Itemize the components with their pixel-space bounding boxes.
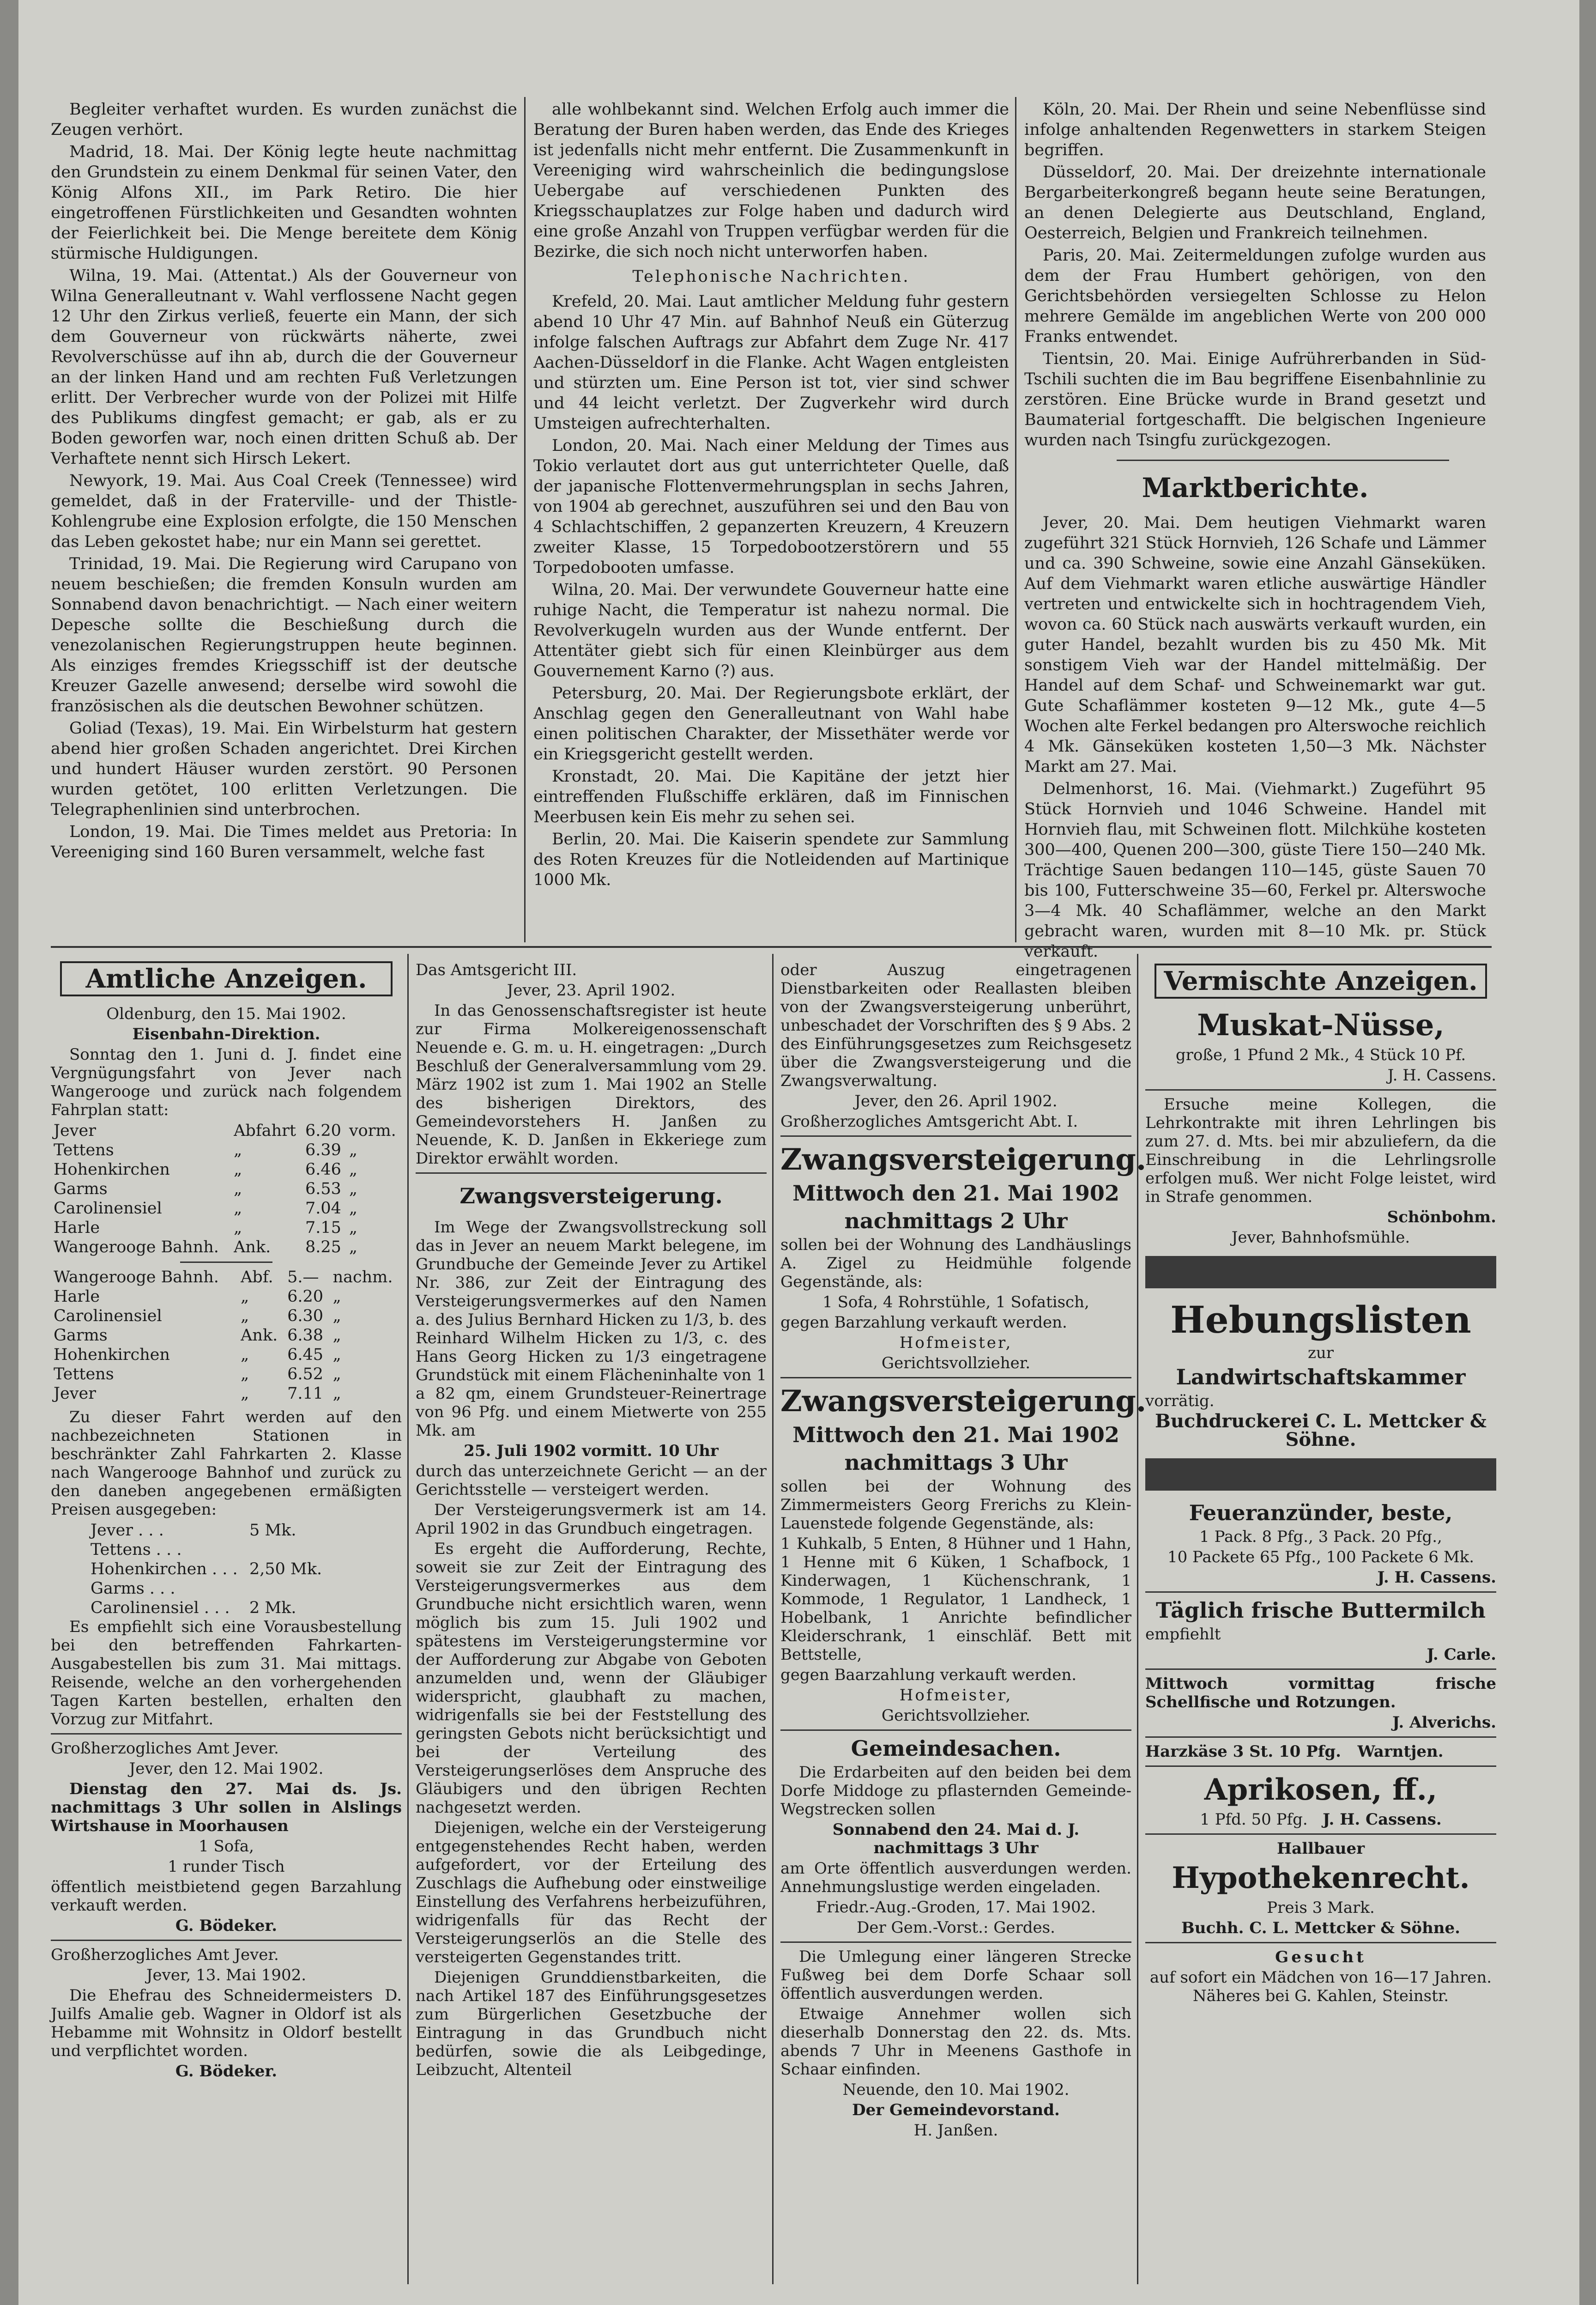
place-date: Oldenburg, den 15. Mai 1902. xyxy=(106,1005,346,1023)
notice2-date: Jever, den 12. Mai 1902. xyxy=(129,1759,324,1778)
wanted-ad-title: Gesucht xyxy=(1275,1948,1366,1966)
divider xyxy=(1145,1765,1496,1767)
fare-row xyxy=(88,1579,328,1598)
table-cell: 6.38 xyxy=(287,1326,324,1345)
table-cell: nachm. xyxy=(332,1268,393,1286)
court-label: Das Amtsgericht III. xyxy=(416,961,577,979)
fares-text: Zu dieser Fahrt werden auf den nachbezeichneten Stationen in beschränkter Zahl Fahrkarten 2. Klasse nach Wangerooge Bahnhof und zurück zu den daneben angegebenen ermäßigten Preisen ausgegeben: xyxy=(51,1408,402,1519)
section-divider xyxy=(51,946,1492,948)
mortgage-ad-firm: Buchh. C. L. Mettcker & Söhne. xyxy=(1181,1919,1460,1937)
news-paragraph: Begleiter verhaftet wurden. Es wurden zunächst die Zeugen verhört. xyxy=(51,100,517,139)
table-cell xyxy=(247,1540,328,1559)
auction1-items: 1 Sofa, 4 Rohrstühle, 1 Sofatisch, xyxy=(822,1293,1089,1311)
notice3-sign: G. Bödeker. xyxy=(175,2062,278,2081)
table-cell: Ank. xyxy=(234,1238,271,1256)
auction-text: Diejenigen, welche ein der Versteigerung entgegenstehendes Recht haben, werden aufgefordert, vor der Erteilung des Zuschlags die Aufhebung oder einstweilige Einstellung des Verfahrens herbeizuführen, widrigenfalls für das Recht der Versteigerungserlös an die Stelle des versteigerten Gegenstandes tritt. xyxy=(416,1819,767,1966)
table-cell: Harle xyxy=(54,1219,100,1237)
timetable-row xyxy=(51,1287,402,1306)
municipal-date: Friedr.-Aug.-Groden, 17. Mai 1902. xyxy=(816,1898,1096,1917)
auction1-when: Mittwoch den 21. Mai 1902 xyxy=(792,1181,1119,1206)
notice3-text: Die Ehefrau des Schneidermeisters D. Juilfs Amalie geb. Wagner in Oldorf ist als Hebamme mit Wohnsitz in Oldorf bestellt und verpflichtet worden. xyxy=(51,1986,402,2060)
market-heading: Marktberichte. xyxy=(1142,472,1369,503)
table-cell: „ xyxy=(241,1384,249,1403)
news-column-3 xyxy=(1024,99,1486,964)
table-cell: Wangerooge Bahnh. xyxy=(54,1238,219,1256)
table-cell: 7.15 xyxy=(305,1219,341,1237)
timetable-row xyxy=(51,1326,402,1345)
municipal-sign: Der Gem.-Vorst.: Gerdes. xyxy=(857,1918,1055,1937)
notice2-item: 1 Sofa, xyxy=(199,1837,254,1856)
auction2-sign: Hofmeister, xyxy=(899,1686,1013,1704)
timetable-row xyxy=(51,1140,402,1160)
auction1-role: Gerichtsvollzieher. xyxy=(881,1354,1031,1372)
booking-text: Es empfiehlt sich eine Vorausbestellung bei den betreffenden Fahrkarten-Ausgabestellen bis zum 31. Mai mittags. Reisende, welche an den vorhergehenden Tagen Karten bestellen, erhalten den Vorzug zur Mitfahrt. xyxy=(51,1618,402,1729)
auction2-role: Gerichtsvollzieher. xyxy=(881,1706,1031,1725)
table-cell: „ xyxy=(332,1326,341,1345)
auction2-text: sollen bei der Wohnung des Zimmermeisters Georg Frerichs zu Klein-Lauenstede folgende Gegenstände, als: xyxy=(780,1477,1131,1533)
fish-ad-sign: J. Alverichs. xyxy=(1392,1713,1496,1732)
news-paragraph: Delmenhorst, 16. Mai. (Viehmarkt.) Zugeführt 95 Stück Hornvieh und 1046 Schweine. Handel mit Hornvieh flau, mit Schweinen flott. Milchkühe kosteten 300—400, Quenen 200—300, güste Tiere 150—240 Mk. Trächtige Sauen bedangen 110—145, güste Sauen 70 bis 100, Futterschweine 35—60, Ferkel pr. Alterswoche 3—4 Mk. 40 Schaflämmer, welche an den Markt gebracht waren, wurden mit 8—10 Mk. pr. Stück verkauft. xyxy=(1024,780,1486,961)
buttermilk-ad-sign: J. Carle. xyxy=(1427,1645,1496,1664)
table-cell: „ xyxy=(234,1180,242,1198)
lists-ad-title: Hebungslisten xyxy=(1170,1298,1471,1341)
news-paragraph: alle wohlbekannt sind. Welchen Erfolg auch immer die Beratung der Buren haben werden, das Ende des Krieges ist jedenfalls nicht mehr entfernt. Die Zusammenkunft in Vereeniging wird wahrscheinlich die bedingungslose Uebergabe auf verschiedenen Punkten des Kriegsschauplatzes zur Folge haben und dadurch wird eine große Anzahl von Truppen verfügbar werden für die Bezirke, die sich noch nicht unterworfen haben. xyxy=(533,100,1009,261)
municipal-text: Die Umlegung einer längeren Strecke Fußweg bei dem Dorfe Schaar soll öffentlich ausverdungen werden. xyxy=(780,1947,1131,2003)
table-cell: 6.20 xyxy=(287,1287,324,1306)
ads-column-1 xyxy=(51,958,402,2082)
municipal-sign: Der Gemeindevorstand. xyxy=(852,2101,1060,2119)
table-cell: Hohenkirchen xyxy=(54,1160,170,1179)
timetable-row xyxy=(51,1384,402,1403)
fare-row xyxy=(88,1540,328,1559)
column-rule xyxy=(772,954,774,2284)
ads-column-2 xyxy=(416,961,767,2081)
divider xyxy=(1145,1942,1496,1943)
mortgage-ad-price: Preis 3 Mark. xyxy=(1267,1899,1375,1917)
news-paragraph: Trinidad, 19. Mai. Die Regierung wird Carupano von neuem beschießen; die fremden Konsuln wurden am Sonnabend davon benachrichtigt. — Nach einer weitern Depesche sollte die Beschießung durch die venezolanischen Regierungstruppen heute beginnen. Als einziges fremdes Kriegsschiff ist der deutsche Kreuzer Gazelle anwesend; derselbe wird sowohl die französischen als die deutschen Bewohner schützen. xyxy=(51,555,517,716)
table-cell: Jever xyxy=(54,1384,96,1403)
divider xyxy=(51,1940,402,1941)
excursion-intro: Sonntag den 1. Juni d. J. findet eine Vergnügungsfahrt von Jever nach Wangerooge und zurück nach folgendem Fahrplan statt: xyxy=(51,1045,402,1119)
divider xyxy=(780,1729,1131,1731)
news-paragraph: Paris, 20. Mai. Zeitermeldungen zufolge wurden aus dem der Frau Humbert gehörigen, von den Gerichtsbehörden versiegelten Schlosse zu Helon mehrere Gemälde im angeblichen Werte von 200 000 Franks entwendet. xyxy=(1024,246,1486,346)
table-cell: „ xyxy=(332,1346,341,1364)
divider xyxy=(1145,1668,1496,1670)
auction-text: Der Versteigerungsvermerk ist am 14. April 1902 in das Grundbuch eingetragen. xyxy=(416,1501,767,1538)
table-cell: Abfahrt xyxy=(234,1122,296,1140)
table-cell: „ xyxy=(349,1160,357,1179)
table-cell: 7.04 xyxy=(305,1199,341,1218)
table-cell: „ xyxy=(234,1199,242,1218)
nutmeg-ad-price: große, 1 Pfund 2 Mk., 4 Stück 10 Pf. xyxy=(1175,1046,1466,1064)
table-cell: „ xyxy=(349,1141,357,1159)
mortgage-ad-author: Hallbauer xyxy=(1276,1839,1365,1858)
easement-text: oder Auszug eingetragenen Dienstbarkeiten oder Reallasten bleiben von der Zwangsversteigerung unberührt, unbeschadet der Vorschriften des § 9 Abs. 2 des Einführungsgesetzes zum Reichsgesetz über die Zwangsversteigerung und die Zwangsverwaltung. xyxy=(780,961,1131,1090)
table-cell: „ xyxy=(241,1365,249,1383)
nutmeg-ad-title: Muskat-Nüsse, xyxy=(1197,1008,1445,1043)
news-paragraph: Jever, 20. Mai. Dem heutigen Viehmarkt waren zugeführt 321 Stück Hornvieh, 126 Schafe und Lämmer und ca. 390 Schweine, sowie eine Anzahl Gänseküken. Auf dem Viehmarkt waren etliche auswärtige Händler vertreten und entwickelte sich in hochtragendem Vieh, wovon ca. 60 Stück nach auswärts verkauft wurden, ein guter Handel, bezahlt wurden bis zu 450 Mk. Mit sonstigem Vieh war der Handel mittelmäßig. Der Handel auf dem Schaf- und Schweinemarkt war gut. Gute Schaflämmer kosteten 9—12 Mk., gute 4—5 Wochen alte Ferkel bedangen pro Alterswoche reichlich 4 Mk. Gänseküken kosteten 1,50—3 Mk. Nächster Markt am 27. Mai. xyxy=(1024,514,1486,776)
municipal-text: Die Erdarbeiten auf den beiden bei dem Dorfe Middoge zu pflasternden Gemeinde-Wegstrecken sollen xyxy=(780,1763,1131,1819)
table-cell: 6.53 xyxy=(305,1180,341,1198)
lists-ad-zur: zur xyxy=(1307,1344,1334,1362)
auction1-sign: Hofmeister, xyxy=(899,1334,1013,1352)
court-name: Großherzogliches Amtsgericht Abt. I. xyxy=(780,1112,1078,1131)
column-rule xyxy=(524,97,526,942)
firelighter-ad-price: 1 Pack. 8 Pfg., 3 Pack. 20 Pfg., xyxy=(1199,1528,1442,1546)
firelighter-ad-sign: J. H. Cassens. xyxy=(1377,1568,1496,1587)
news-paragraph: Krefeld, 20. Mai. Laut amtlicher Meldung fuhr gestern abend 10 Uhr 47 Min. auf Bahnhof Neuß ein Güterzug infolge falschen Auftrags zur Abfahrt dem Zuge Nr. 417 Aachen-Düsseldorf in die Flanke. Acht Wagen entgleisten und stürzten um. Eine Person ist tot, vier sind schwer und 44 leicht verletzt. Der Zugverkehr wird durch Umsteigen aufrechterhalten. xyxy=(533,292,1009,433)
column-rule xyxy=(1015,97,1016,942)
news-paragraph: Madrid, 18. Mai. Der König legte heute nachmittag den Grundstein zu einem Denkmal für seinen Vater, den König Alfons XII., im Park Retiro. Die hier eingetroffenen Fürstlichkeiten und Gesandten wohnten der Feierlichkeit bei. Die Menge bereitete dem König stürmische Huldigungen. xyxy=(51,143,517,263)
news-paragraph: Wilna, 19. Mai. (Attentat.) Als der Gouverneur von Wilna Generalleutnant v. Wahl verflossene Nacht gegen 12 Uhr den Zirkus verließ, feuerte ein Mann, der sich dem Gouverneur von rückwärts näherte, zwei Revolverschüsse auf ihn ab, durch die der Gouverneur an der linken Hand und am rechten Fuß Verletzungen erlitt. Der Verbrecher wurde von der Polizei mit Hilfe des Publikums dingfest gemacht; er gab, als er zu Boden geworfen war, noch einen dritten Schuß ab. Der Verhaftete nennt sich Hirsch Lekert. xyxy=(51,267,517,468)
timetable-row xyxy=(51,1345,402,1365)
fare-row xyxy=(88,1521,328,1540)
news-paragraph: London, 20. Mai. Nach einer Meldung der Times aus Tokio verlautet dort aus gut unterrichteter Quelle, daß der japanische Flottenvermehrungsplan in sechs Jahren, von 1904 ab gerechnet, auszuführen sei und den Bau von 4 Schlachtschiffen, 2 gepanzerten Kreuzern, 4 Kreuzern zweiter Klasse, 15 Torpedobootzerstörern und 55 Torpedobooten umfasse. xyxy=(533,437,1009,577)
table-cell: vorm. xyxy=(349,1122,396,1140)
fish-ad-text: Mittwoch vormittag frische Schellfische und Rotzungen. xyxy=(1145,1674,1496,1711)
news-paragraph: London, 19. Mai. Die Times meldet aus Pretoria: In Vereeniging sind 160 Buren versammelt, welche fast xyxy=(51,823,517,861)
news-paragraph: Köln, 20. Mai. Der Rhein und seine Nebenflüsse sind infolge anhaltenden Regenwetters in starkem Steigen begriffen. xyxy=(1024,100,1486,159)
table-cell: 6.45 xyxy=(287,1346,324,1364)
divider xyxy=(1145,1736,1496,1738)
table-cell: 7.11 xyxy=(287,1384,324,1403)
ads-column-4 xyxy=(1145,961,1496,2007)
table-cell: „ xyxy=(234,1219,242,1237)
table-cell: „ xyxy=(349,1219,357,1237)
municipal-name: H. Janßen. xyxy=(913,2121,998,2140)
mortgage-ad-title: Hypothekenrecht. xyxy=(1172,1861,1470,1895)
divider xyxy=(780,1135,1131,1137)
timetable-outbound xyxy=(51,1121,402,1257)
table-cell: Hohenkirchen xyxy=(54,1346,170,1364)
timetable-row xyxy=(51,1179,402,1199)
auction-text: Diejenigen Grunddienstbarkeiten, die nach Artikel 187 des Einführungsgesetzes zum Bürgerlichen Gesetzbuche der Eintragung in das Grundbuch nicht bedürfen, sowie die als Leibgedinge, Leibzucht, Altenteil xyxy=(416,1968,767,2079)
divider xyxy=(51,1733,402,1735)
timetable-row xyxy=(51,1365,402,1384)
table-cell: „ xyxy=(332,1307,341,1325)
lists-ad-stock: vorrätig. xyxy=(1145,1392,1215,1410)
wanted-ad-text: auf sofort ein Mädchen von 16—17 Jahren. Näheres bei G. Kahlen, Steinstr. xyxy=(1149,1968,1492,2005)
fare-row xyxy=(88,1598,328,1618)
news-paragraph: Düsseldorf, 20. Mai. Der dreizehnte internationale Bergarbeiterkongreß begann heute seine Beratungen, an denen Delegierte aus Deutschland, England, Oesterreich, Belgien und Frankreich teilnehmen. xyxy=(1024,163,1486,243)
timetable-row xyxy=(51,1160,402,1179)
black-bar xyxy=(1145,1256,1496,1288)
lists-ad-sub: Landwirtschaftskammer xyxy=(1176,1365,1466,1389)
divider xyxy=(180,1262,272,1263)
table-cell: „ xyxy=(241,1287,249,1306)
table-cell: „ xyxy=(349,1199,357,1218)
news-paragraph: Berlin, 20. Mai. Die Kaiserin spendete zur Sammlung des Roten Kreuzes für die Notleidenden auf Martinique 1000 Mk. xyxy=(533,830,1009,889)
municipal-text: am Orte öffentlich ausverdungen werden. Annehmungslustige werden eingeladen. xyxy=(780,1859,1131,1896)
timetable-row xyxy=(51,1199,402,1218)
firelighter-ad-price: 10 Packete 65 Pfg., 100 Packete 6 Mk. xyxy=(1167,1548,1475,1566)
divider xyxy=(1117,460,1449,461)
table-cell: 6.39 xyxy=(305,1141,341,1159)
notice3-head: Großherzogliches Amt Jever. xyxy=(51,1946,279,1964)
auction2-when: Mittwoch den 21. Mai 1902 xyxy=(792,1422,1119,1447)
cheese-ad-text xyxy=(1145,1742,1496,1761)
news-paragraph: Tientsin, 20. Mai. Einige Aufrührerbanden in Süd-Tschili suchten die im Bau begriffene Eisenbahnlinie zu zerstören. Eine Brücke wurde in Brand gesetzt und Baumaterial fortgeschafft. Die belgischen Ingenieure wurden nach Tsingfu zurückgezogen. xyxy=(1024,350,1486,449)
table-cell: 5.— xyxy=(287,1268,319,1286)
news-paragraph: Petersburg, 20. Mai. Der Regierungsbote erklärt, der Anschlag gegen den Generalleutnant von Wahl habe einen politischen Charakter, der Missethäter werde vor ein Kriegsgericht gestellt werden. xyxy=(533,684,1009,764)
apricot-ad-title: Aprikosen, ff., xyxy=(1204,1772,1438,1807)
notice2-sign: G. Bödeker. xyxy=(175,1917,278,1935)
divider xyxy=(416,1172,767,1174)
buttermilk-ad-title: Täglich frische Buttermilch xyxy=(1156,1598,1486,1623)
auction-text: Es ergeht die Aufforderung, Rechte, soweit sie zur Zeit der Eintragung des Versteigerungsvermerkes aus dem Grundbuche nicht ersichtlich waren, wenn möglich bis zum 15. Juli 1902 und spätestens im Versteigerungstermine vor der Aufforderung zur Abgabe von Geboten anzumelden und, wenn der Gläubiger widerspricht, glaubhaft zu machen, widrigenfalls sie bei der Feststellung des geringsten Gebots nicht berücksichtigt und bei der Verteilung des Versteigerungserlöses dem Anspruche des Gläubigers und den übrigen Rechten nachgesetzt werden. xyxy=(416,1540,767,1817)
municipal-when: Sonnabend den 24. Mai d. J. nachmittags 3 Uhr xyxy=(832,1820,1080,1857)
table-cell: 8.25 xyxy=(305,1238,341,1256)
table-cell: „ xyxy=(241,1346,249,1364)
apprentice-place: Jever, Bahnhofsmühle. xyxy=(1231,1228,1410,1247)
firelighter-ad-title: Feueranzünder, beste, xyxy=(1189,1500,1453,1525)
municipal-text: Etwaige Annehmer wollen sich dieserhalb Donnerstag den 22. ds. Mts. abends 7 Uhr in Meenens Gasthofe in Schaar einfinden. xyxy=(780,2005,1131,2079)
auction-date: 25. Juli 1902 vormitt. 10 Uhr xyxy=(464,1442,719,1460)
table-cell: „ xyxy=(332,1365,341,1383)
news-paragraph: Newyork, 19. Mai. Aus Coal Creek (Tennessee) wird gemeldet, daß in der Fraterville- und der Thistle-Kohlengrube eine Explosion erfolgte, die 150 Menschen das Leben gekostet habe; nur ein Mann sei gerettet. xyxy=(51,472,517,551)
auction1-text2: gegen Barzahlung verkauft werden. xyxy=(780,1313,1067,1332)
table-cell: „ xyxy=(234,1160,242,1179)
timetable-row xyxy=(51,1237,402,1257)
table-cell: „ xyxy=(332,1384,341,1403)
apricot-ad-price: 1 Pfd. 50 Pfg. xyxy=(1200,1810,1308,1829)
column-rule xyxy=(407,954,409,2284)
table-cell: „ xyxy=(349,1180,357,1198)
black-bar xyxy=(1145,1458,1496,1491)
cheese-ad-offer: Harzkäse 3 St. 10 Pfg. xyxy=(1145,1742,1341,1761)
auction2-time: nachmittags 3 Uhr xyxy=(844,1450,1068,1475)
timetable-row xyxy=(51,1218,402,1237)
news-paragraph: Kronstadt, 20. Mai. Die Kapitäne der jetzt hier eintreffenden Flußschiffe erklären, daß im Finnischen Meerbusen kein Eis mehr zu sehen sei. xyxy=(533,767,1009,826)
timetable-return xyxy=(51,1268,402,1403)
buttermilk-ad-text: empfiehlt xyxy=(1145,1625,1221,1644)
apricot-ad-sign: J. H. Cassens. xyxy=(1323,1810,1442,1829)
table-cell: Wangerooge Bahnh. xyxy=(54,1268,219,1286)
register-entry: In das Genossenschaftsregister ist heute zur Firma Molkereigenossenschaft Neuende e. G. m. u. H. eingetragen: „Durch Beschluß der Generalversammlung vom 29. März 1902 ist zum 1. Mai 1902 an Stelle des bisherigen Direktors, des Gemeindevorstehers H. Janßen zu Neuende, K. D. Janßen in Ekkeriege zum Direktor erwählt worden. xyxy=(416,1001,767,1168)
auction-text: Im Wege der Zwangsvollstreckung soll das in Jever an neuem Markt belegene, im Grundbuche der Gemeinde Jever zu Artikel Nr. 386, zur Zeit der Eintragung des Versteigerungsvermerkes auf den Namen a. des Julius Bernhard Hicken zu 1/3, b. des Reinhard Wilhelm Hicken zu 1/3, c. des Hans Georg Hicken zu 1/3 eingetragene Grundstück mit einem Flächeninhalte von 1 a 82 qm, einem Grundsteuer-Reinertrage von 96 Pfg. und einem Mietwerte von 255 Mk. am xyxy=(416,1218,767,1440)
divider xyxy=(1145,1833,1496,1835)
table-cell: Garms . . . xyxy=(91,1579,175,1598)
table-cell: Tettens xyxy=(54,1141,114,1159)
column-rule xyxy=(1137,954,1138,2284)
section-heading-telephone: Telephonische Nachrichten. xyxy=(632,267,910,286)
table-cell: Harle xyxy=(54,1287,100,1306)
table-cell xyxy=(247,1579,328,1598)
table-cell: Carolinensiel . . . xyxy=(91,1599,230,1617)
court-date: Jever, den 26. April 1902. xyxy=(854,1092,1058,1110)
auction2-items: 1 Kuhkalb, 5 Enten, 8 Hühner und 1 Hahn, 1 Henne mit 6 Küken, 1 Schafbock, 1 Kinderwagen, 1 Küchenschrank, 1 Kommode, 1 Regulator, 1 Landheck, 1 Hobelbank, 1 Anrichte befindlicher Kleiderschrank, 1 einschläf. Bett mit Bettstelle, xyxy=(780,1535,1131,1664)
table-cell: „ xyxy=(234,1141,242,1159)
divider xyxy=(1145,1591,1496,1593)
table-cell: „ xyxy=(332,1287,341,1306)
table-cell: Carolinensiel xyxy=(54,1307,162,1325)
notice2-text2: öffentlich meistbietend gegen Barzahlung verkauft werden. xyxy=(51,1878,402,1915)
table-cell: 2,50 Mk. xyxy=(249,1560,322,1578)
news-paragraph: Wilna, 20. Mai. Der verwundete Gouverneur hatte eine ruhige Nacht, die Temperatur ist nahezu normal. Die Revolverkugeln wurden aus der Wunde entfernt. Der Attentäter giebt sich für einen Kleinbürger aus dem Gouvernement Karno (?) aus. xyxy=(533,581,1009,680)
newspaper-page xyxy=(18,0,1579,2305)
misc-ads-title: Vermischte Anzeigen. xyxy=(1155,964,1487,999)
table-cell: 2 Mk. xyxy=(249,1599,296,1617)
table-cell: 6.20 xyxy=(305,1122,341,1140)
municipal-date: Neuende, den 10. Mai 1902. xyxy=(842,2081,1070,2099)
table-cell: Jever . . . xyxy=(91,1521,164,1540)
lists-ad-firm: Buchdruckerei C. L. Mettcker & Söhne. xyxy=(1155,1410,1487,1450)
authority: Eisenbahn-Direktion. xyxy=(132,1025,320,1043)
news-column-1 xyxy=(51,99,517,864)
table-cell: Tettens . . . xyxy=(91,1541,182,1559)
table-cell: 6.52 xyxy=(287,1365,324,1383)
table-cell: Ank. xyxy=(241,1326,278,1345)
divider xyxy=(1145,1089,1496,1091)
table-cell: Garms xyxy=(54,1326,108,1345)
table-cell: 6.46 xyxy=(305,1160,341,1179)
news-paragraph: Goliad (Texas), 19. Mai. Ein Wirbelsturm hat gestern abend hier großen Schaden angerichtet. Drei Kirchen und hundert Häuser wurden zerstört. 90 Personen wurden getötet, 100 erlitten Verletzungen. Die Telegraphenlinien sind unterbrochen. xyxy=(51,719,517,819)
table-cell: 6.30 xyxy=(287,1307,324,1325)
auction-text: durch das unterzeichnete Gericht — an der Gerichtsstelle — versteigert werden. xyxy=(416,1462,767,1499)
apprentice-sign: Schönbohm. xyxy=(1387,1208,1496,1226)
timetable-row xyxy=(51,1268,402,1287)
notice2-text: Dienstag den 27. Mai ds. Js. nachmittags 3 Uhr sollen in Alslings Wirtshause in Moorhausen xyxy=(51,1780,402,1835)
apprentice-notice: Ersuche meine Kollegen, die Lehrkontrakte mit ihren Lehrlingen bis zum 27. d. Mts. bei mir abzuliefern, da die Einschreibung in die Lehrlingsrolle erfolgen muß. Wer nicht Folge leistet, wird in Strafe genommen. xyxy=(1145,1095,1496,1206)
fare-row xyxy=(88,1559,328,1579)
table-cell: Hohenkirchen . . . xyxy=(91,1560,238,1578)
court-date: Jever, 23. April 1902. xyxy=(507,981,676,1000)
auction2-text2: gegen Baarzahlung verkauft werden. xyxy=(780,1666,1077,1684)
auction1-text: sollen bei der Wohnung des Landhäuslings A. Zigel zu Heidmühle folgende Gegenstände, als: xyxy=(780,1236,1131,1291)
notice2-head: Großherzogliches Amt Jever. xyxy=(51,1739,279,1758)
table-cell: Carolinensiel xyxy=(54,1199,162,1218)
timetable-row xyxy=(51,1121,402,1140)
table-cell: „ xyxy=(349,1238,357,1256)
notice3-date: Jever, 13. Mai 1902. xyxy=(146,1966,307,1984)
divider xyxy=(780,1377,1131,1378)
divider xyxy=(780,1941,1131,1943)
apricot-ad-line xyxy=(1145,1810,1496,1829)
news-column-2 xyxy=(533,99,1009,892)
auction2-title: Zwangsversteigerung. xyxy=(780,1384,1147,1419)
nutmeg-ad-sign: J. H. Cassens. xyxy=(1387,1066,1496,1085)
fares-table xyxy=(88,1521,328,1618)
auction-title: Zwangsversteigerung. xyxy=(459,1183,723,1208)
auction1-time: nachmittags 2 Uhr xyxy=(844,1208,1068,1233)
table-cell: Jever xyxy=(54,1122,96,1140)
cheese-ad-sign: Warntjen. xyxy=(1357,1742,1444,1761)
notice2-item: 1 runder Tisch xyxy=(168,1857,285,1876)
table-cell: „ xyxy=(241,1307,249,1325)
timetable-row xyxy=(51,1306,402,1326)
official-notices-title: Amtliche Anzeigen. xyxy=(60,961,393,996)
auction1-title: Zwangsversteigerung. xyxy=(780,1142,1147,1177)
table-cell: Tettens xyxy=(54,1365,114,1383)
ads-column-3 xyxy=(780,961,1147,2141)
table-cell: Garms xyxy=(54,1180,108,1198)
table-cell: 5 Mk. xyxy=(249,1521,296,1540)
municipal-title: Gemeindesachen. xyxy=(851,1736,1061,1761)
table-cell: Abf. xyxy=(241,1268,273,1286)
